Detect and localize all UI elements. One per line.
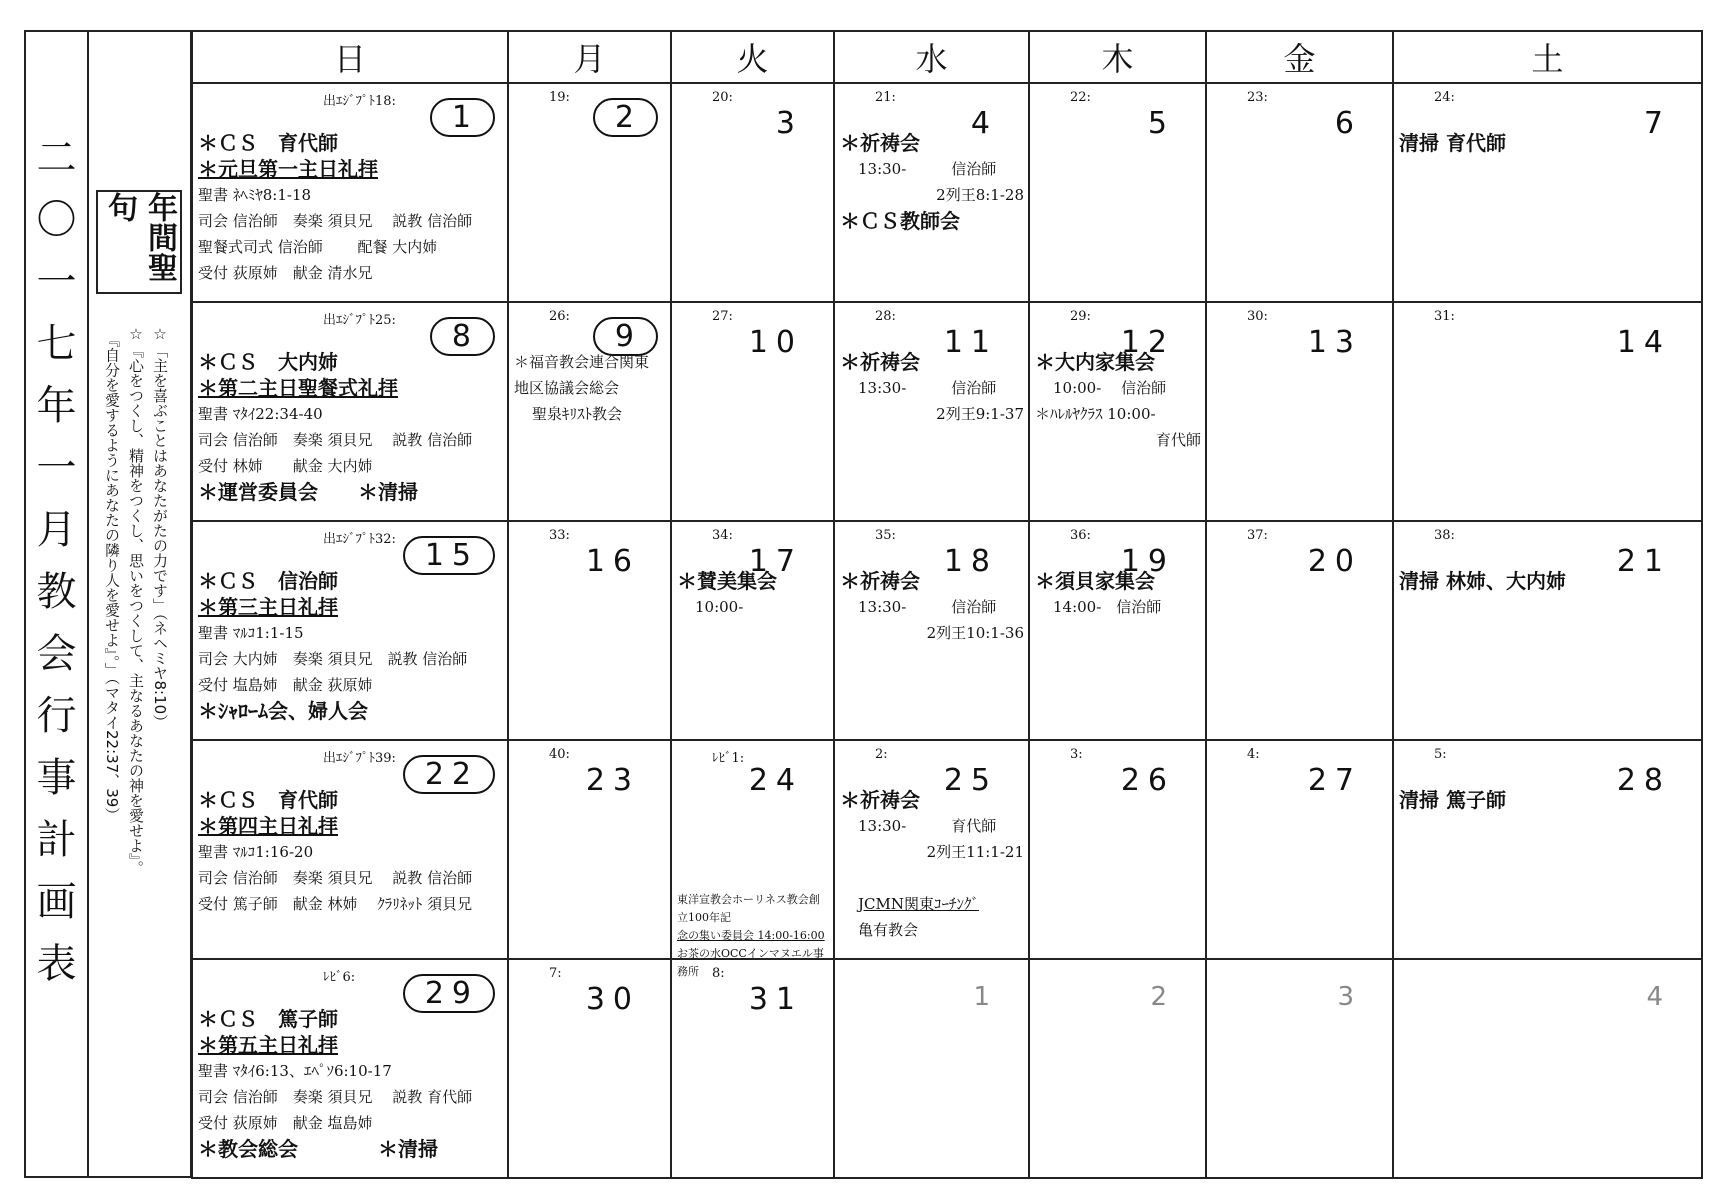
day-cell <box>1029 740 1206 959</box>
day-number: 1 <box>430 98 495 137</box>
scripture-reading-ref: ﾚﾋﾞ6: <box>323 970 356 985</box>
event-line: 受付 林姉 献金 大内姉 <box>198 457 373 475</box>
scripture-reading-ref: 28: <box>875 309 896 324</box>
title-char: 〇 <box>36 197 77 243</box>
event-line: 受付 荻原姉 献金 清水兄 <box>198 264 373 282</box>
event-line: ＊祈祷会 <box>840 788 920 812</box>
day-number: 5 <box>1147 106 1175 141</box>
event-line: 2列王9:1-37 <box>936 405 1024 423</box>
title-char: 教 <box>36 569 77 615</box>
event-line: ＊賛美集会 <box>677 569 777 593</box>
day-cell <box>508 959 671 1178</box>
event-line: ＊ﾊﾚﾙﾔｸﾗｽ 10:00- <box>1035 405 1156 423</box>
event-line: 聖書 ﾏﾙｺ1:1-15 <box>198 624 304 642</box>
day-number: 19 <box>1120 544 1175 579</box>
scripture-reading-ref: 出ｴｼﾞﾌﾟﾄ18: <box>323 94 396 109</box>
day-cell <box>1393 740 1702 959</box>
weekday-header: 木 <box>1029 31 1206 83</box>
event-line: 清掃 育代師 <box>1399 131 1506 155</box>
day-cell <box>192 521 508 740</box>
event-line: 13:30- 信治師 <box>858 379 997 397</box>
scripture-reading-ref: 23: <box>1247 90 1268 105</box>
day-number: 16 <box>585 544 640 579</box>
day-cell <box>1206 740 1393 959</box>
event-line: 13:30- 育代師 <box>858 817 997 835</box>
day-cell <box>508 83 671 302</box>
day-number: 13 <box>1307 325 1362 360</box>
day-events <box>677 568 829 620</box>
day-number: 2 <box>593 98 658 137</box>
day-number: 15 <box>403 536 495 575</box>
title-char: 一 <box>36 445 77 491</box>
title-char: 二 <box>36 135 77 181</box>
week-row <box>192 740 1702 959</box>
day-cell <box>834 83 1029 302</box>
scripture-reading-ref: 26: <box>549 309 570 324</box>
event-line: ＊祈祷会 <box>840 350 920 374</box>
day-number: 4 <box>970 106 998 141</box>
event-line: ＊ＣＳ教師会 <box>840 209 960 233</box>
day-number: 25 <box>943 763 998 798</box>
scripture-reading-ref: 3: <box>1070 747 1083 762</box>
scripture-reading-ref: 7: <box>549 966 562 981</box>
scripture-reading-ref: 21: <box>875 90 896 105</box>
scripture-reading-ref: 2: <box>875 747 888 762</box>
day-cell <box>834 521 1029 740</box>
day-cell <box>1206 83 1393 302</box>
day-number: 14 <box>1616 325 1671 360</box>
day-number: 29 <box>403 974 495 1013</box>
event-line: 念の集い委員会 14:00-16:00 <box>677 929 825 942</box>
day-events <box>840 349 1024 427</box>
scripture-reading-ref: 27: <box>712 309 733 324</box>
day-cell <box>1393 302 1702 521</box>
event-line: 聖書 ﾏﾀｲ6:13、ｴﾍﾟｿ6:10-17 <box>198 1062 392 1080</box>
verse-line: 『自分を愛するようにあなたの隣り人を愛せよ』。」（マタイ22:37、39） <box>103 325 121 823</box>
event-line: 聖泉ｷﾘｽﾄ教会 <box>532 405 623 423</box>
day-cell <box>671 740 834 978</box>
scripture-reading-ref: 38: <box>1434 528 1455 543</box>
event-line: 司会 信治師 奏楽 須貝兄 説教 信治師 <box>198 212 473 230</box>
day-number: 30 <box>585 982 640 1017</box>
event-line: 地区協議会総会 <box>514 379 620 397</box>
week-row <box>192 521 1702 740</box>
title-char: 表 <box>36 941 77 987</box>
scripture-reading-ref: 8: <box>712 966 725 981</box>
week-row <box>192 959 1702 1178</box>
day-cell <box>1393 959 1702 1178</box>
day-cell <box>508 740 671 959</box>
event-line <box>677 839 829 865</box>
calendar-grid <box>191 30 1703 1179</box>
day-number: 18 <box>943 544 998 579</box>
title-char: 行 <box>36 693 77 739</box>
event-line: ＊第五主日礼拝 <box>198 1033 338 1057</box>
event-line: 14:00- 信治師 <box>1053 598 1162 616</box>
day-events <box>1035 568 1201 620</box>
day-cell <box>1206 302 1393 521</box>
day-cell <box>508 302 671 521</box>
scripture-reading-ref: 19: <box>549 90 570 105</box>
event-line: ＊ｼｬﾛｰﾑ会、婦人会 <box>198 699 368 723</box>
day-cell <box>508 521 671 740</box>
scripture-reading-ref: 36: <box>1070 528 1091 543</box>
event-line <box>840 865 1024 891</box>
event-line: ＊ＣＳ 信治師 <box>198 569 338 593</box>
scripture-reading-ref: 29: <box>1070 309 1091 324</box>
event-line: 育代師 <box>1155 431 1201 449</box>
event-line: 聖書 ﾈﾍﾐﾔ8:1-18 <box>198 186 312 204</box>
day-cell <box>1029 302 1206 521</box>
day-number: 31 <box>748 982 803 1017</box>
scripture-reading-ref: 30: <box>1247 309 1268 324</box>
day-cell <box>1029 83 1206 302</box>
event-line: 聖書 ﾏﾀｲ22:34-40 <box>198 405 323 423</box>
verse-line: ☆「主を喜ぶことはあなたがたの力です」（ネヘミヤ8:10） <box>151 325 169 730</box>
day-number: 17 <box>748 544 803 579</box>
event-line: 受付 荻原姉 献金 塩島姉 <box>198 1114 373 1132</box>
scripture-reading-ref: 22: <box>1070 90 1091 105</box>
verse-line: ☆『心をつくし、精神をつくし、思いをつくして、主なるあなたの神を愛せよ』。 <box>127 325 145 876</box>
day-cell <box>1206 959 1393 1178</box>
event-line: ＊元旦第一主日礼拝 <box>198 157 378 181</box>
day-events <box>198 130 503 286</box>
title-char: 一 <box>36 259 77 305</box>
day-number: 21 <box>1616 544 1671 579</box>
event-line: ＊大内家集会 <box>1035 350 1155 374</box>
event-line: 聖餐式司式 信治師 配餐 大内姉 <box>198 238 438 256</box>
day-number: 23 <box>585 763 640 798</box>
title-char: 七 <box>36 321 77 367</box>
event-line <box>677 865 829 891</box>
day-number: 11 <box>943 325 998 360</box>
day-events <box>840 568 1024 646</box>
event-line: 10:00- <box>695 598 744 616</box>
day-number: 24 <box>748 763 803 798</box>
day-number: 6 <box>1334 106 1362 141</box>
event-line: ＊ＣＳ 篤子師 <box>198 1007 338 1031</box>
event-line: JCMN関東ｺｰﾁﾝｸﾞ <box>858 895 979 913</box>
day-events <box>677 787 829 981</box>
scripture-reading-ref: 40: <box>549 747 570 762</box>
event-line: ＊祈祷会 <box>840 569 920 593</box>
scripture-reading-ref: 出ｴｼﾞﾌﾟﾄ25: <box>323 313 396 328</box>
day-number: 26 <box>1120 763 1175 798</box>
day-number: 3 <box>775 106 803 141</box>
weekday-header: 水 <box>834 31 1029 83</box>
day-number: 27 <box>1307 763 1362 798</box>
event-line: ＊第四主日礼拝 <box>198 814 338 838</box>
day-events <box>840 787 1024 943</box>
day-events <box>840 130 1024 234</box>
day-events <box>1399 787 1697 813</box>
scripture-reading-ref: 33: <box>549 528 570 543</box>
day-cell <box>671 83 834 302</box>
event-line <box>677 787 829 813</box>
day-number: 4 <box>1646 982 1671 1012</box>
title-char: 会 <box>36 631 77 677</box>
day-number: 9 <box>593 317 658 356</box>
day-number: 22 <box>403 755 495 794</box>
event-line: ＊福音教会連合関東 <box>514 353 650 371</box>
title-char: 計 <box>36 817 77 863</box>
day-number: 10 <box>748 325 803 360</box>
scripture-reading-ref: 37: <box>1247 528 1268 543</box>
event-line: ＊ＣＳ 育代師 <box>198 131 338 155</box>
event-line: ＊第三主日礼拝 <box>198 595 338 619</box>
event-line: 10:00- 信治師 <box>1053 379 1167 397</box>
weekday-header: 火 <box>671 31 834 83</box>
event-line: 2列王8:1-28 <box>936 186 1024 204</box>
scripture-reading-ref: 35: <box>875 528 896 543</box>
scripture-reading-ref: 24: <box>1434 90 1455 105</box>
event-line: ＊祈祷会 <box>840 131 920 155</box>
title-char: 年 <box>36 383 77 429</box>
title-char: 月 <box>36 507 77 553</box>
event-line: 2列王11:1-21 <box>926 843 1024 861</box>
day-cell <box>671 302 834 521</box>
scripture-reading-ref: 34: <box>712 528 733 543</box>
day-cell <box>671 521 834 740</box>
day-number: 28 <box>1616 763 1671 798</box>
week-row <box>192 302 1702 521</box>
day-number: 8 <box>430 317 495 356</box>
day-cell <box>192 959 508 1178</box>
event-line: 司会 信治師 奏楽 須貝兄 説教 信治師 <box>198 869 473 887</box>
event-line: ＊運営委員会 ＊清掃 <box>198 480 418 504</box>
event-line: 亀有教会 <box>858 921 919 939</box>
day-cell <box>1029 959 1206 1178</box>
weekday-header: 土 <box>1393 31 1702 83</box>
weekday-header: 月 <box>508 31 671 83</box>
day-events <box>198 568 503 724</box>
annual-verse-label: 年間聖句 <box>96 190 182 294</box>
day-events <box>198 1006 503 1162</box>
day-number: 2 <box>1150 982 1175 1012</box>
title-char: 事 <box>36 755 77 801</box>
day-number: 1 <box>973 982 998 1012</box>
day-number: 12 <box>1120 325 1175 360</box>
scripture-reading-ref: 出ｴｼﾞﾌﾟﾄ39: <box>323 751 396 766</box>
scripture-reading-ref: 20: <box>712 90 733 105</box>
event-line: ＊ＣＳ 大内姉 <box>198 350 338 374</box>
event-line: 司会 大内姉 奏楽 須貝兄 説教 信治師 <box>198 650 468 668</box>
day-number: 20 <box>1307 544 1362 579</box>
day-cell <box>834 959 1029 1178</box>
calendar-title <box>26 127 87 995</box>
day-events <box>1399 568 1697 594</box>
event-line: 司会 信治師 奏楽 須貝兄 説教 育代師 <box>198 1088 473 1106</box>
event-line: 清掃 篤子師 <box>1399 788 1506 812</box>
day-events <box>1035 349 1201 453</box>
event-line: 清掃 林姉、大内姉 <box>1399 569 1566 593</box>
day-cell <box>1029 521 1206 740</box>
event-line: 13:30- 信治師 <box>858 598 997 616</box>
event-line <box>677 813 829 839</box>
day-number: 3 <box>1337 982 1362 1012</box>
day-cell <box>834 740 1029 959</box>
title-column <box>24 30 89 1178</box>
weekday-header: 日 <box>192 31 508 83</box>
event-line: 東洋宣教会ホーリネス教会創立100年記 <box>677 893 820 924</box>
scripture-reading-ref: 4: <box>1247 747 1260 762</box>
event-line: ＊教会総会 ＊清掃 <box>198 1137 438 1161</box>
day-events <box>198 787 503 917</box>
scripture-reading-ref: ﾚﾋﾞ1: <box>712 751 745 766</box>
event-line: 聖書 ﾏﾙｺ1:16-20 <box>198 843 314 861</box>
scripture-reading-ref: 31: <box>1434 309 1455 324</box>
day-cell <box>192 83 508 302</box>
day-cell <box>1393 83 1702 302</box>
week-row <box>192 83 1702 302</box>
event-line: 受付 塩島姉 献金 荻原姉 <box>198 676 373 694</box>
event-line: 2列王10:1-36 <box>926 624 1024 642</box>
day-cell <box>192 302 508 521</box>
event-line: 受付 篤子師 献金 林姉 ｸﾗﾘﾈｯﾄ 須貝兄 <box>198 895 473 913</box>
day-events <box>1399 130 1697 156</box>
title-char: 画 <box>36 879 77 925</box>
weekday-header: 金 <box>1206 31 1393 83</box>
event-line: お茶の水OCCインマヌエル事務所 <box>677 947 824 978</box>
annual-verses <box>100 325 172 1045</box>
event-line: ＊須貝家集会 <box>1035 569 1155 593</box>
day-cell <box>834 302 1029 521</box>
day-cell <box>192 740 508 959</box>
event-line: 司会 信治師 奏楽 須貝兄 説教 信治師 <box>198 431 473 449</box>
scripture-reading-ref: 5: <box>1434 747 1447 762</box>
day-cell <box>1393 521 1702 740</box>
event-line: ＊ＣＳ 育代師 <box>198 788 338 812</box>
day-events <box>514 349 666 427</box>
day-number: 7 <box>1643 106 1671 141</box>
weekday-header-row <box>192 31 1702 83</box>
day-cell <box>1206 521 1393 740</box>
day-cell <box>671 959 834 1178</box>
day-events <box>198 349 503 505</box>
event-line: ＊第二主日聖餐式礼拝 <box>198 376 398 400</box>
scripture-reading-ref: 出ｴｼﾞﾌﾟﾄ32: <box>323 532 396 547</box>
event-line: 13:30- 信治師 <box>858 160 997 178</box>
